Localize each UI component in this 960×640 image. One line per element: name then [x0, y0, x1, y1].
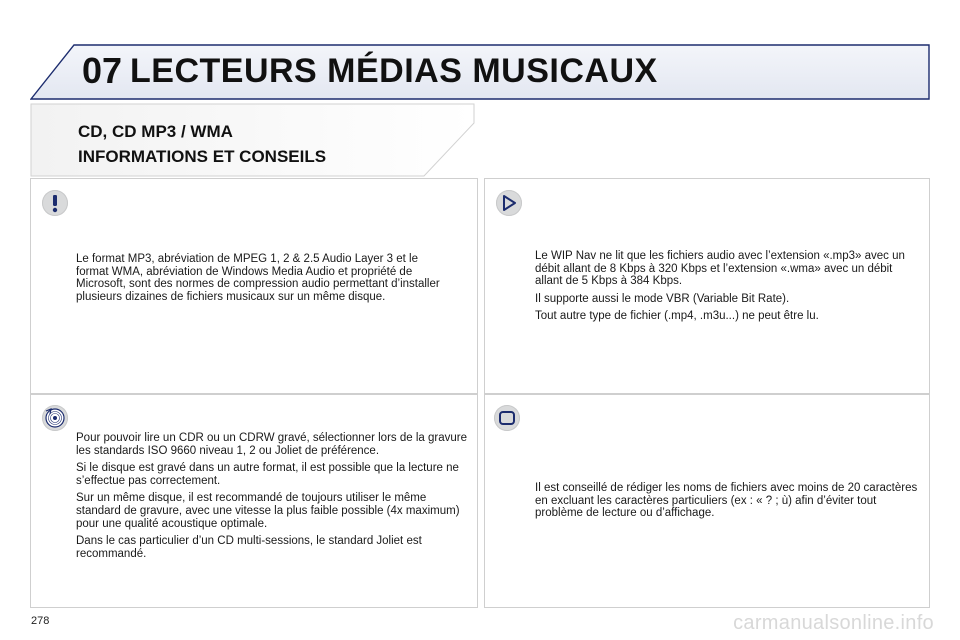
watermark: carmanualsonline.info	[733, 612, 934, 634]
paragraph: Dans le cas particulier d’un CD multi-sessions, le standard Joliet est recommandé.	[76, 535, 422, 560]
panel-text	[535, 482, 920, 525]
warning-exclamation-icon	[42, 190, 68, 216]
section-heading	[30, 103, 480, 177]
paragraph: Le WIP Nav ne lit que les fichiers audio avec l’extension «.mp3» avec un débit allant de 8 Kbps à 320 Kbps et l’extension «.wma» avec un débit allant de 5 Kbps à 384 Kbps.	[535, 250, 905, 288]
paragraph: Tout autre type de fichier (.mp4, .m3u...) ne peut être lu.	[535, 310, 819, 323]
panel-text	[535, 250, 920, 328]
panel-text	[76, 432, 471, 565]
chapter-number: 07	[82, 50, 123, 91]
chapter-title: LECTEURS MÉDIAS MUSICAUX	[130, 52, 658, 90]
info-panel-file-names	[484, 394, 930, 608]
section-title-line1: CD, CD MP3 / WMA	[78, 122, 233, 141]
cd-disc-icon	[42, 405, 68, 431]
play-triangle-icon	[496, 190, 522, 216]
section-title-line2: INFORMATIONS ET CONSEILS	[78, 147, 327, 166]
paragraph: Il supporte aussi le mode VBR (Variable Bit Rate).	[535, 292, 790, 305]
info-panel-cd-burning	[30, 394, 478, 608]
paragraph: Le format MP3, abréviation de MPEG 1, 2 & 2.5 Audio Layer 3 et le format WMA, abréviation de Windows Media Audio et propriété de Microsoft, sont des normes de compression audio permettant d’installer plusieurs dizaines de fichiers musicaux sur un même disque.	[76, 253, 440, 303]
rounded-rectangle-info-icon	[494, 405, 520, 431]
page-number: 278	[31, 615, 50, 627]
chapter-header	[30, 44, 930, 100]
paragraph: Il est conseillé de rédiger les noms de fichiers avec moins de 20 caractères en excluant les caractères particuliers (ex : « ? ; ù) afin d’éviter tout problème de lecture ou d’affichage.	[535, 482, 918, 520]
paragraph: Si le disque est gravé dans un autre format, il est possible que la lecture ne s’effectue pas correctement.	[76, 462, 459, 487]
paragraph: Sur un même disque, il est recommandé de toujours utiliser le même standard de gravure, avec une vitesse la plus faible possible (4x maximum) pour une qualité acoustique optimale.	[76, 492, 460, 530]
info-panel-mp3-format	[30, 178, 478, 394]
panel-text	[76, 253, 451, 308]
info-panel-supported-files	[484, 178, 930, 394]
paragraph: Pour pouvoir lire un CDR ou un CDRW gravé, sélectionner lors de la gravure les standards ISO 9660 niveau 1, 2 ou Joliet de préférence.	[76, 432, 467, 457]
